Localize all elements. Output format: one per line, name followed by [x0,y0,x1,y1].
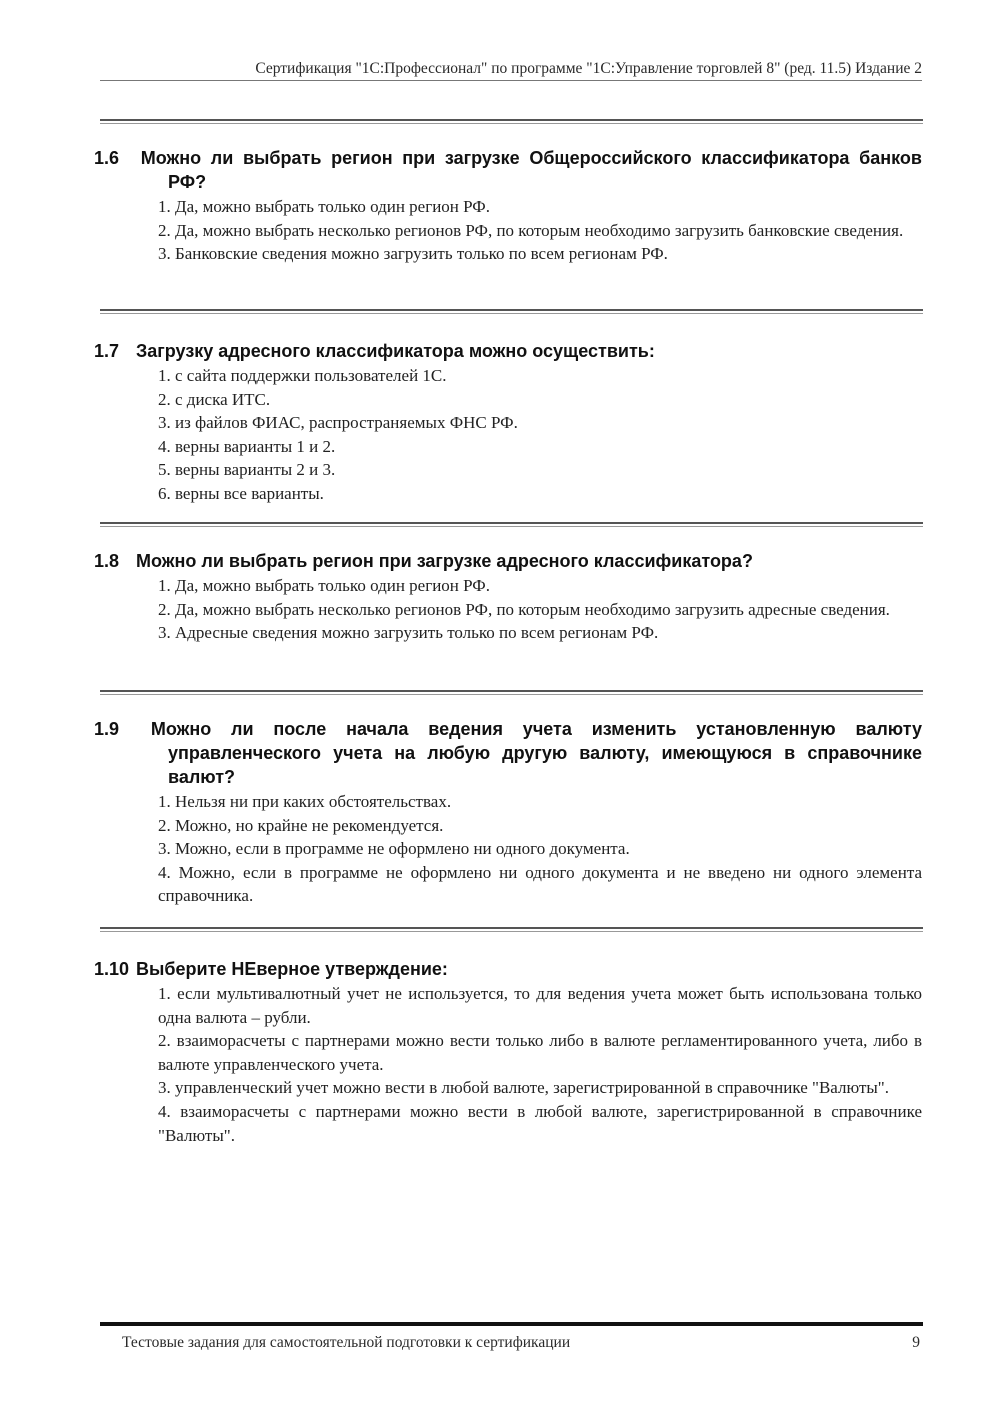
page-number: 9 [912,1334,920,1351]
question-title: 1.6 Можно ли выбрать регион при загрузке Общероссийского классификатора банков РФ? [94,148,922,192]
answer-option: 2. Да, можно выбрать несколько регионов РФ, по которым необходимо загрузить банковские сведения. [158,220,904,240]
question-1-8 [94,549,922,645]
question-title: 1.10 Выберите НЕверное утверждение: [94,959,448,979]
section-separator [100,522,923,527]
answer-option: 4. взаиморасчеты с партнерами можно вести в любой валюте, зарегистрированной в справочнике "Валюты". [158,1101,922,1145]
section-separator [100,309,923,314]
answer-option: 1. Нельзя ни при каких обстоятельствах. [158,792,452,811]
footer-text: Тестовые задания для самостоятельной подготовки к сертификации [122,1334,571,1351]
answer-option: 2. с диска ИТС. [158,389,271,409]
section-separator [100,119,923,124]
answer-option: 4. верны варианты 1 и 2. [158,436,336,456]
answer-option: 3. Адресные сведения можно загрузить только по всем регионам РФ. [158,623,659,643]
question-1-10 [94,957,922,1147]
question-text: Можно ли выбрать регион при загрузке адресного классификатора? [136,551,753,571]
answer-option: 4. Можно, если в программе не оформлено ни одного документа и не введено ни одного элемента справочника. [158,862,922,906]
question-1-9 [94,717,922,908]
answer-options [131,982,922,1147]
answer-option: 3. Можно, если в программе не оформлено ни одного документа. [158,839,630,859]
answer-option: 2. Да, можно выбрать несколько регионов РФ, по которым необходимо загрузить адресные сведения. [158,599,890,619]
section-separator [100,690,923,695]
question-text: Выберите НЕверное утверждение: [136,959,448,979]
answer-option: 3. Банковские сведения можно загрузить только по всем регионам РФ. [158,244,668,264]
answer-option: 6. верны все варианты. [158,483,324,503]
question-text: Можно ли после начала ведения учета изменить установленную валюту управленческого учета на любую другую валюту, имеющуюся в справочнике валют? [150,719,922,787]
question-1-7 [94,339,922,506]
answer-option: 5. верны варианты 2 и 3. [158,460,336,480]
question-title: 1.7 Загрузку адресного классификатора можно осуществить: [94,341,655,361]
answer-option: 1. с сайта поддержки пользователей 1С. [158,366,447,385]
answer-options [131,364,922,506]
question-text: Загрузку адресного классификатора можно осуществить: [136,341,655,361]
answer-option: 1. Да, можно выбрать только один регион РФ. [158,197,490,216]
footer-rule [100,1322,923,1326]
answer-option: 2. Можно, но крайне не рекомендуется. [158,815,444,835]
answer-option: 1. Да, можно выбрать только один регион РФ. [158,576,490,595]
answer-options [131,790,922,908]
question-title: 1.9 Можно ли после начала ведения учета изменить установленную валюту управленческого учета на любую другую валюту, имеющуюся в справочнике валют? [94,719,922,787]
answer-option: 3. из файлов ФИАС, распространяемых ФНС РФ. [158,413,518,433]
answer-option: 1. если мультивалютный учет не используется, то для ведения учета может быть использована только одна валюта – рубли. [158,984,922,1027]
answer-option: 3. управленческий учет можно вести в любой валюте, зарегистрированной в справочнике "Валюты". [158,1078,889,1098]
section-separator [100,927,923,932]
question-text: Можно ли выбрать регион при загрузке Общероссийского классификатора банков РФ? [140,148,922,192]
answer-options [131,574,922,645]
question-title: 1.8 Можно ли выбрать регион при загрузке адресного классификатора? [94,551,753,571]
header-rule [100,80,922,81]
running-header: Сертификация "1С:Профессионал" по программе "1С:Управление торговлей 8" (ред. 11.5) Издание 2 [255,60,922,77]
answer-options [131,195,922,266]
answer-option: 2. взаиморасчеты с партнерами можно вести только либо в валюте регламентированного учета, либо в валюте управленческого учета. [158,1031,922,1074]
question-1-6 [94,146,922,266]
